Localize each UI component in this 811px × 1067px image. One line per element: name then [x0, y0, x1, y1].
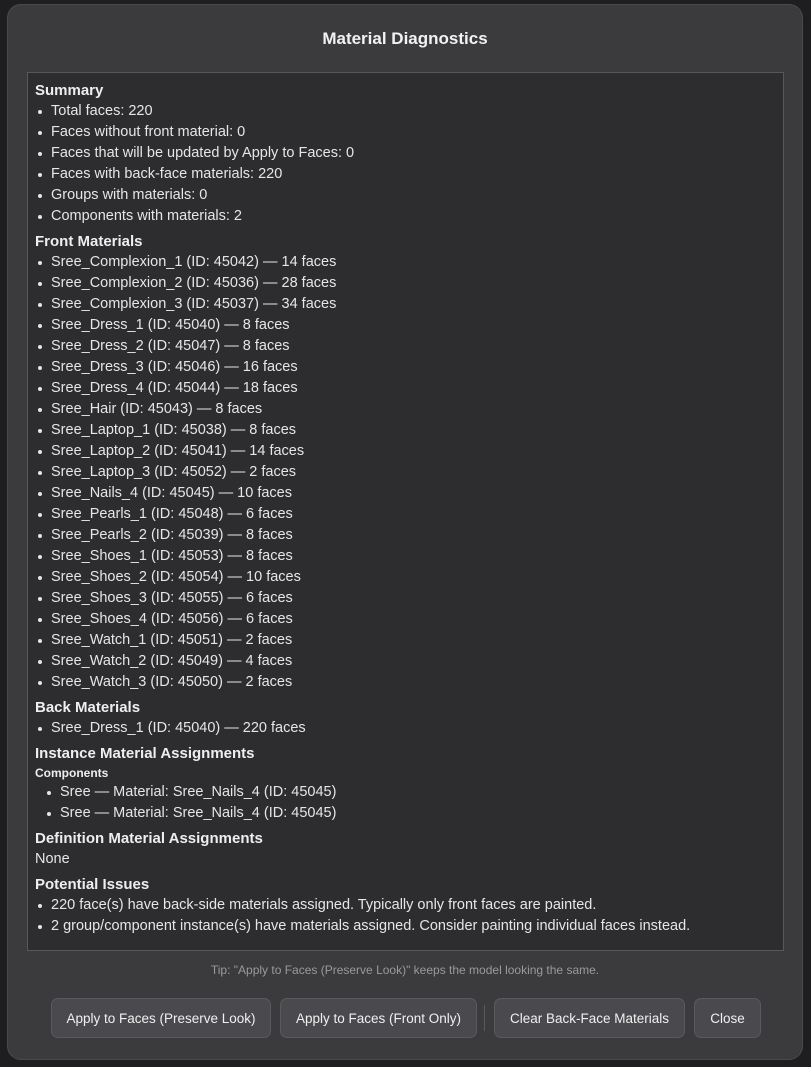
- potential-issues-heading: Potential Issues: [35, 876, 150, 893]
- list-item: Sree_Watch_2 (ID: 45049) — 4 faces: [35, 651, 783, 672]
- list-item: Sree_Shoes_4 (ID: 45056) — 6 faces: [35, 609, 783, 630]
- list-item: Sree_Dress_4 (ID: 45044) — 18 faces: [35, 378, 783, 399]
- list-item: Sree_Pearls_1 (ID: 45048) — 6 faces: [35, 504, 783, 525]
- list-item: Sree_Shoes_2 (ID: 45054) — 10 faces: [35, 567, 783, 588]
- list-item: 220 face(s) have back-side materials assigned. Typically only front faces are painted.: [35, 895, 783, 916]
- list-item: Sree_Shoes_3 (ID: 45055) — 6 faces: [35, 588, 783, 609]
- list-item: Sree — Material: Sree_Nails_4 (ID: 45045): [35, 782, 783, 803]
- instance-assignments-list: [35, 782, 783, 824]
- list-item: Sree_Dress_3 (ID: 45046) — 16 faces: [35, 357, 783, 378]
- tip-text: Tip: "Apply to Faces (Preserve Look)" keeps the model looking the same.: [210, 963, 600, 977]
- list-item: Sree_Nails_4 (ID: 45045) — 10 faces: [35, 483, 783, 504]
- apply-front-only-button[interactable]: Apply to Faces (Front Only): [280, 998, 477, 1038]
- material-diagnostics-dialog: [7, 4, 803, 1060]
- list-item: 2 group/component instance(s) have materials assigned. Consider painting individual faces instead.: [35, 916, 783, 937]
- list-item: Sree_Dress_1 (ID: 45040) — 8 faces: [35, 315, 783, 336]
- components-subheading: Components: [35, 766, 109, 780]
- list-item: Sree_Pearls_2 (ID: 45039) — 8 faces: [35, 525, 783, 546]
- list-item: Faces without front material: 0: [35, 122, 783, 143]
- diagnostics-report[interactable]: [27, 72, 784, 951]
- list-item: Groups with materials: 0: [35, 185, 783, 206]
- list-item: Components with materials: 2: [35, 206, 783, 227]
- list-item: Sree_Laptop_2 (ID: 45041) — 14 faces: [35, 441, 783, 462]
- list-item: Total faces: 220: [35, 101, 783, 122]
- list-item: Sree_Shoes_1 (ID: 45053) — 8 faces: [35, 546, 783, 567]
- list-item: Sree_Watch_1 (ID: 45051) — 2 faces: [35, 630, 783, 651]
- list-item: Sree_Complexion_1 (ID: 45042) — 14 faces: [35, 252, 783, 273]
- definition-assignments-heading: Definition Material Assignments: [35, 830, 263, 847]
- back-materials-heading: Back Materials: [35, 699, 141, 716]
- summary-heading: Summary: [35, 82, 104, 99]
- list-item: Sree_Hair (ID: 45043) — 8 faces: [35, 399, 783, 420]
- close-button[interactable]: Close: [694, 998, 761, 1038]
- summary-list: [35, 101, 783, 227]
- front-materials-list: [35, 252, 783, 693]
- button-separator: [484, 1005, 485, 1031]
- list-item: Sree_Complexion_3 (ID: 45037) — 34 faces: [35, 294, 783, 315]
- list-item: Sree_Complexion_2 (ID: 45036) — 28 faces: [35, 273, 783, 294]
- dialog-title: Material Diagnostics: [322, 29, 488, 48]
- potential-issues-list: [35, 895, 783, 937]
- list-item: Sree_Laptop_1 (ID: 45038) — 8 faces: [35, 420, 783, 441]
- back-materials-list: [35, 718, 783, 739]
- definition-assignments-value: None: [35, 851, 70, 867]
- clear-back-face-button[interactable]: Clear Back-Face Materials: [494, 998, 685, 1038]
- list-item: Sree_Laptop_3 (ID: 45052) — 2 faces: [35, 462, 783, 483]
- list-item: Sree_Dress_2 (ID: 45047) — 8 faces: [35, 336, 783, 357]
- list-item: Sree_Dress_1 (ID: 45040) — 220 faces: [35, 718, 783, 739]
- list-item: Sree — Material: Sree_Nails_4 (ID: 45045): [35, 803, 783, 824]
- apply-preserve-look-button[interactable]: Apply to Faces (Preserve Look): [51, 998, 271, 1038]
- front-materials-heading: Front Materials: [35, 233, 143, 250]
- list-item: Faces that will be updated by Apply to Faces: 0: [35, 143, 783, 164]
- list-item: Faces with back-face materials: 220: [35, 164, 783, 185]
- list-item: Sree_Watch_3 (ID: 45050) — 2 faces: [35, 672, 783, 693]
- instance-assignments-heading: Instance Material Assignments: [35, 745, 255, 762]
